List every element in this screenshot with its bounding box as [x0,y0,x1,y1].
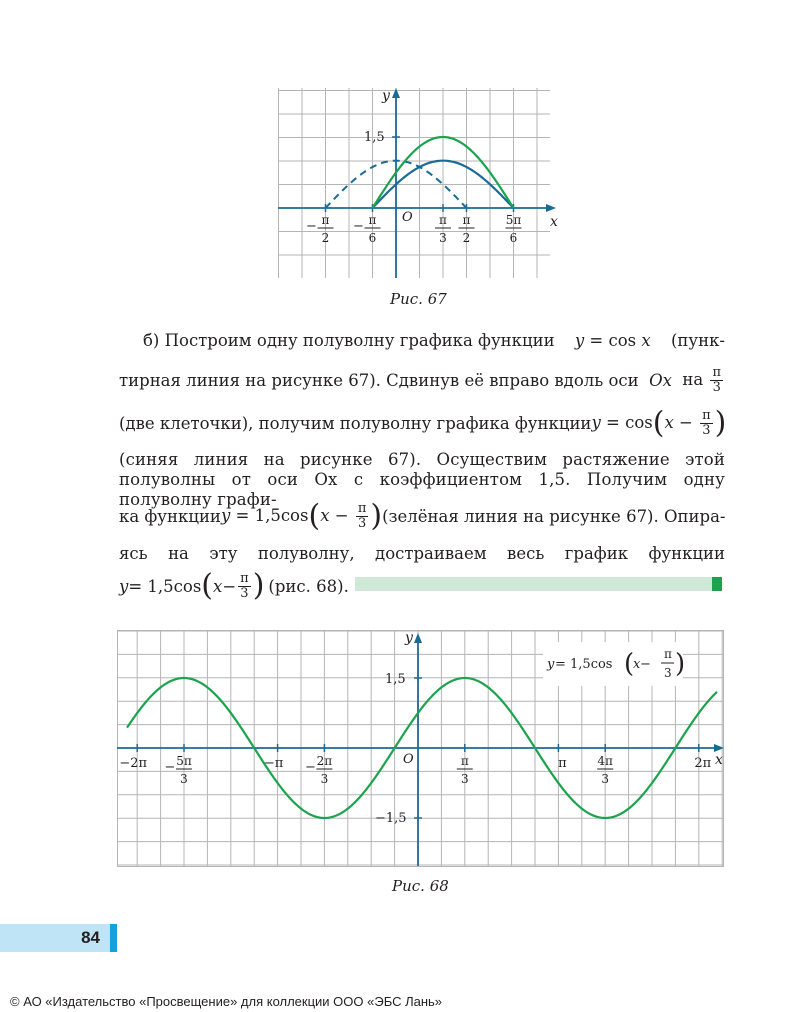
word: достраиваем [375,543,487,563]
var-y: y [574,330,585,350]
text-line-5 [119,498,725,534]
word: функции [648,543,725,563]
x-tick-label-67-3-num: π [462,213,471,227]
word: эту [209,543,238,563]
text-l1-a: б) Построим одну полуволну графика функции [143,330,555,350]
var-x: x [213,576,223,596]
frac-den: 3 [712,379,721,395]
x-arrow-67 [546,204,556,212]
var-y: y [119,576,129,596]
formula-eq: = 1,5cos [555,657,613,672]
formula-x: x [633,657,641,672]
text-l2-na [682,366,725,395]
eq-cos: = cos [600,412,653,432]
x-tick-label-67-2-den: 3 [439,231,447,245]
end-of-section-marker [712,577,722,591]
x-tick-label-68-frac-0 [165,754,192,786]
x-tick-label-68-simple-2: π [558,756,567,771]
figure-68-caption: Рис. 68 [392,877,449,895]
x-tick-label-68-frac-1-num: 2π [316,754,333,768]
eq-15cos: = 1,5cos [230,505,309,525]
text-line-3 [119,405,725,441]
minus: − [329,505,354,525]
frac-num: π [702,407,711,423]
text-l5-d: (зелёная линия на рисунке 67). Опира- [382,506,726,526]
text-l3-a: (две клеточки), получим полуволну графика функции [119,413,592,433]
frac-num: π [357,500,367,516]
y-axis-label-68: y [405,630,413,646]
y-arrow-68 [414,633,422,643]
x-tick-label-68-frac-2-den: 3 [460,772,469,786]
frac-pi-3 [356,502,369,531]
x-tick-label-68-frac-3-den: 3 [601,772,610,786]
formula-den: 3 [664,666,672,680]
text-l5-a: ка функции [119,506,221,526]
grid-67 [278,88,550,278]
var-y: y [220,505,231,525]
x-tick-label-68-frac-0-num: 5π [176,754,192,768]
x-tick-label-68-simple-0: −2π [119,756,148,771]
formula-y: y [547,657,555,672]
x-tick-label-68-frac-1-sign: − [304,760,316,775]
x-tick-label-68-frac-0-sign: − [164,760,176,775]
x-tick-label-68-frac-2-num: π [460,754,469,768]
formula-num: π [664,647,672,661]
x-tick-labels-68 [119,754,711,786]
formula-minus: − [640,657,651,672]
frac-den: 3 [357,515,367,531]
page-number-tab [110,924,117,952]
y-tick-label-67: 1,5 [364,130,385,145]
formula-paren-close: ) [675,649,686,679]
origin-label-68: O [403,752,414,767]
figure-67 [278,88,564,278]
x-tick-label-67-3-den: 2 [462,231,471,245]
figure-67-caption: Рис. 67 [390,290,447,308]
word: график [564,543,629,563]
y-axis-label-67: y [382,88,390,104]
end-of-section-bar [355,577,712,591]
minus: − [673,412,699,432]
minus: − [222,576,237,596]
x-tick-label-67-1-num: π [368,213,377,227]
paren-close: ) [252,568,265,603]
frac-pi-3 [238,572,251,601]
paren-open: ( [201,568,213,603]
x-tick-label-67-0-num: π [321,213,330,227]
text-l2-a: тирная линия на рисунке 67). Сдвинув её вправо вдоль оси [119,370,639,390]
y-tick-label-neg-68: −1,5 [375,811,407,826]
frac-den: 3 [240,585,249,601]
word: на [168,543,189,563]
text-l1-e: (пунк- [670,330,725,350]
frac-den: 3 [702,422,711,438]
text-line-6 [119,538,725,568]
frac-pi-3 [710,366,723,395]
fig68-formula [543,642,685,686]
var-x: x [320,505,330,525]
text-l5-formula [220,498,383,533]
paren-close: ) [370,498,383,533]
x-tick-label-67-1 [353,213,380,245]
formula-paren-open: ( [624,649,635,679]
frac-num: π [240,570,249,586]
text-line-4: (синяя линия на рисунке 67). Осуществим растяжение этой полуволны от оси Ox с коэффициентом 1,5. Получим одну полуволну графи- [119,450,725,509]
x-tick-label-68-simple-3: 2π [694,756,712,771]
paren-close: ) [714,405,727,440]
y-arrow-67 [392,88,400,98]
word: весь [507,543,545,563]
x-tick-label-68-frac-0-den: 3 [180,772,188,786]
x-axis-label-68: x [715,752,723,768]
text-line-2 [119,362,725,398]
var-y: y [591,412,601,432]
text-l1-formula [575,331,651,350]
x-tick-label-67-0 [306,213,333,245]
x-tick-labels-67 [306,213,521,245]
text-line-7 [119,568,359,604]
x-axis-label-67: x [550,214,558,230]
x-tick-label-68-frac-1-den: 3 [320,772,329,786]
eq-15cos: = 1,5cos [128,576,202,596]
x-tick-label-67-0-sign: − [306,219,317,234]
x-tick-label-68-frac-3-num: 4π [597,754,613,768]
x-tick-label-67-1-den: 6 [368,231,377,245]
x-tick-label-67-0-den: 2 [321,231,330,245]
var-x: x [664,412,674,432]
text-line-1 [119,325,725,355]
x-tick-label-67-2-num: π [439,213,447,227]
y-tick-label-pos-68: 1,5 [385,672,406,687]
copyright-footer: © АО «Издательство «Просвещение» для коллекции ООО «ЭБС Лань» [10,994,443,1009]
word: полуволну, [257,543,355,563]
frac-num: π [712,364,721,380]
page-number: 84 [81,928,100,947]
var-x: x [641,330,651,350]
ref-fig-68: (рис. 68). [268,576,349,596]
origin-label-67: O [402,210,413,225]
paren-open: ( [652,405,665,440]
x-tick-label-68-frac-1 [305,754,332,786]
x-tick-label-67-4-num: 5π [505,213,522,227]
x-tick-label-67-1-sign: − [353,219,364,234]
word: ясь [119,543,148,563]
figure-68 [117,630,727,870]
frac-pi-3 [700,409,713,438]
eq-cos: = cos [584,330,642,350]
x-tick-label-67-4-den: 6 [509,231,518,245]
paren-open: ( [308,498,321,533]
word-na: на [682,369,704,389]
text-l3-formula [591,405,727,440]
text-l2-ox: Ox [649,370,672,390]
x-tick-label-68-simple-1: −π [263,756,284,771]
